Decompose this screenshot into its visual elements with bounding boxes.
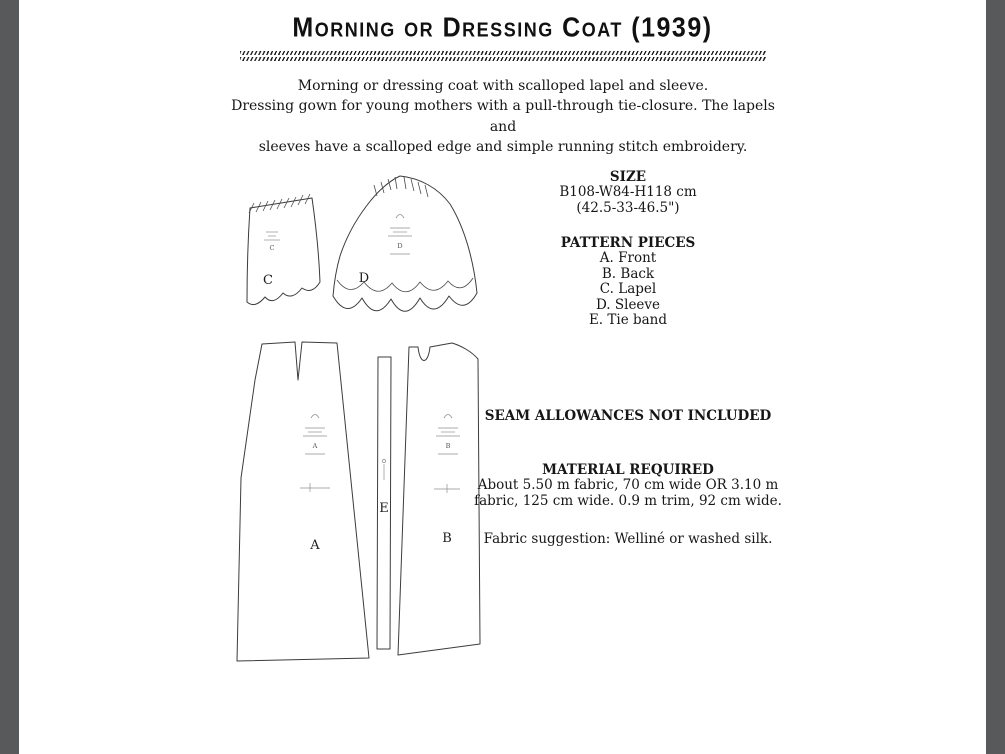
pattern-pieces-block xyxy=(450,236,806,328)
pattern-piece-item-c: C. Lapel xyxy=(599,281,657,298)
piece-a-small-label: A xyxy=(312,442,318,450)
piece-c-small-label: C xyxy=(269,244,275,252)
page-title: Morning or Dressing Coat (1939) xyxy=(292,12,713,44)
pattern-piece-item-b: B. Back xyxy=(601,265,655,282)
size-block xyxy=(450,170,806,216)
material-block xyxy=(450,463,806,509)
seam-allowance-note: SEAM ALLOWANCES NOT INCLUDED xyxy=(484,408,772,424)
piece-b-small-label: B xyxy=(445,442,451,450)
hatched-divider-top xyxy=(240,51,766,55)
intro-line-3: sleeves have a scalloped edge and simple running stitch embroidery. xyxy=(258,138,748,155)
pattern-piece-item-a: A. Front xyxy=(599,250,657,267)
piece-b-label: B xyxy=(442,531,452,546)
size-heading: SIZE xyxy=(609,169,647,185)
piece-c-label: C xyxy=(263,273,273,288)
right-edge-bar xyxy=(986,0,1005,754)
piece-e-label: E xyxy=(379,501,389,516)
intro-text xyxy=(222,76,784,157)
intro-line-2: Dressing gown for young mothers with a pull-through tie-closure. The lapels and xyxy=(231,98,775,135)
pattern-piece-item-e: E. Tie band xyxy=(588,312,668,329)
material-line-1: About 5.50 m fabric, 70 cm wide OR 3.10 m xyxy=(477,477,779,494)
size-measurements-inches: (42.5-33-46.5") xyxy=(576,199,680,216)
piece-a-label: A xyxy=(310,538,320,553)
size-measurements-cm: B108-W84-H118 cm xyxy=(559,184,697,201)
hatched-divider-bottom xyxy=(240,57,766,61)
pattern-piece-item-d: D. Sleeve xyxy=(595,296,661,313)
pattern-pieces-heading: PATTERN PIECES xyxy=(560,235,696,251)
fabric-suggestion: Fabric suggestion: Welliné or washed silk. xyxy=(483,531,773,547)
left-edge-bar xyxy=(0,0,19,754)
pattern-piece-lapel xyxy=(247,198,320,305)
intro-line-1: Morning or dressing coat with scalloped lapel and sleeve. xyxy=(297,78,709,94)
material-line-2: fabric, 125 cm wide. 0.9 m trim, 92 cm wide. xyxy=(474,492,782,509)
material-heading: MATERIAL REQUIRED xyxy=(542,462,714,478)
piece-d-label: D xyxy=(358,271,370,286)
piece-d-small-label: D xyxy=(397,242,403,250)
pattern-piece-front xyxy=(237,342,369,661)
